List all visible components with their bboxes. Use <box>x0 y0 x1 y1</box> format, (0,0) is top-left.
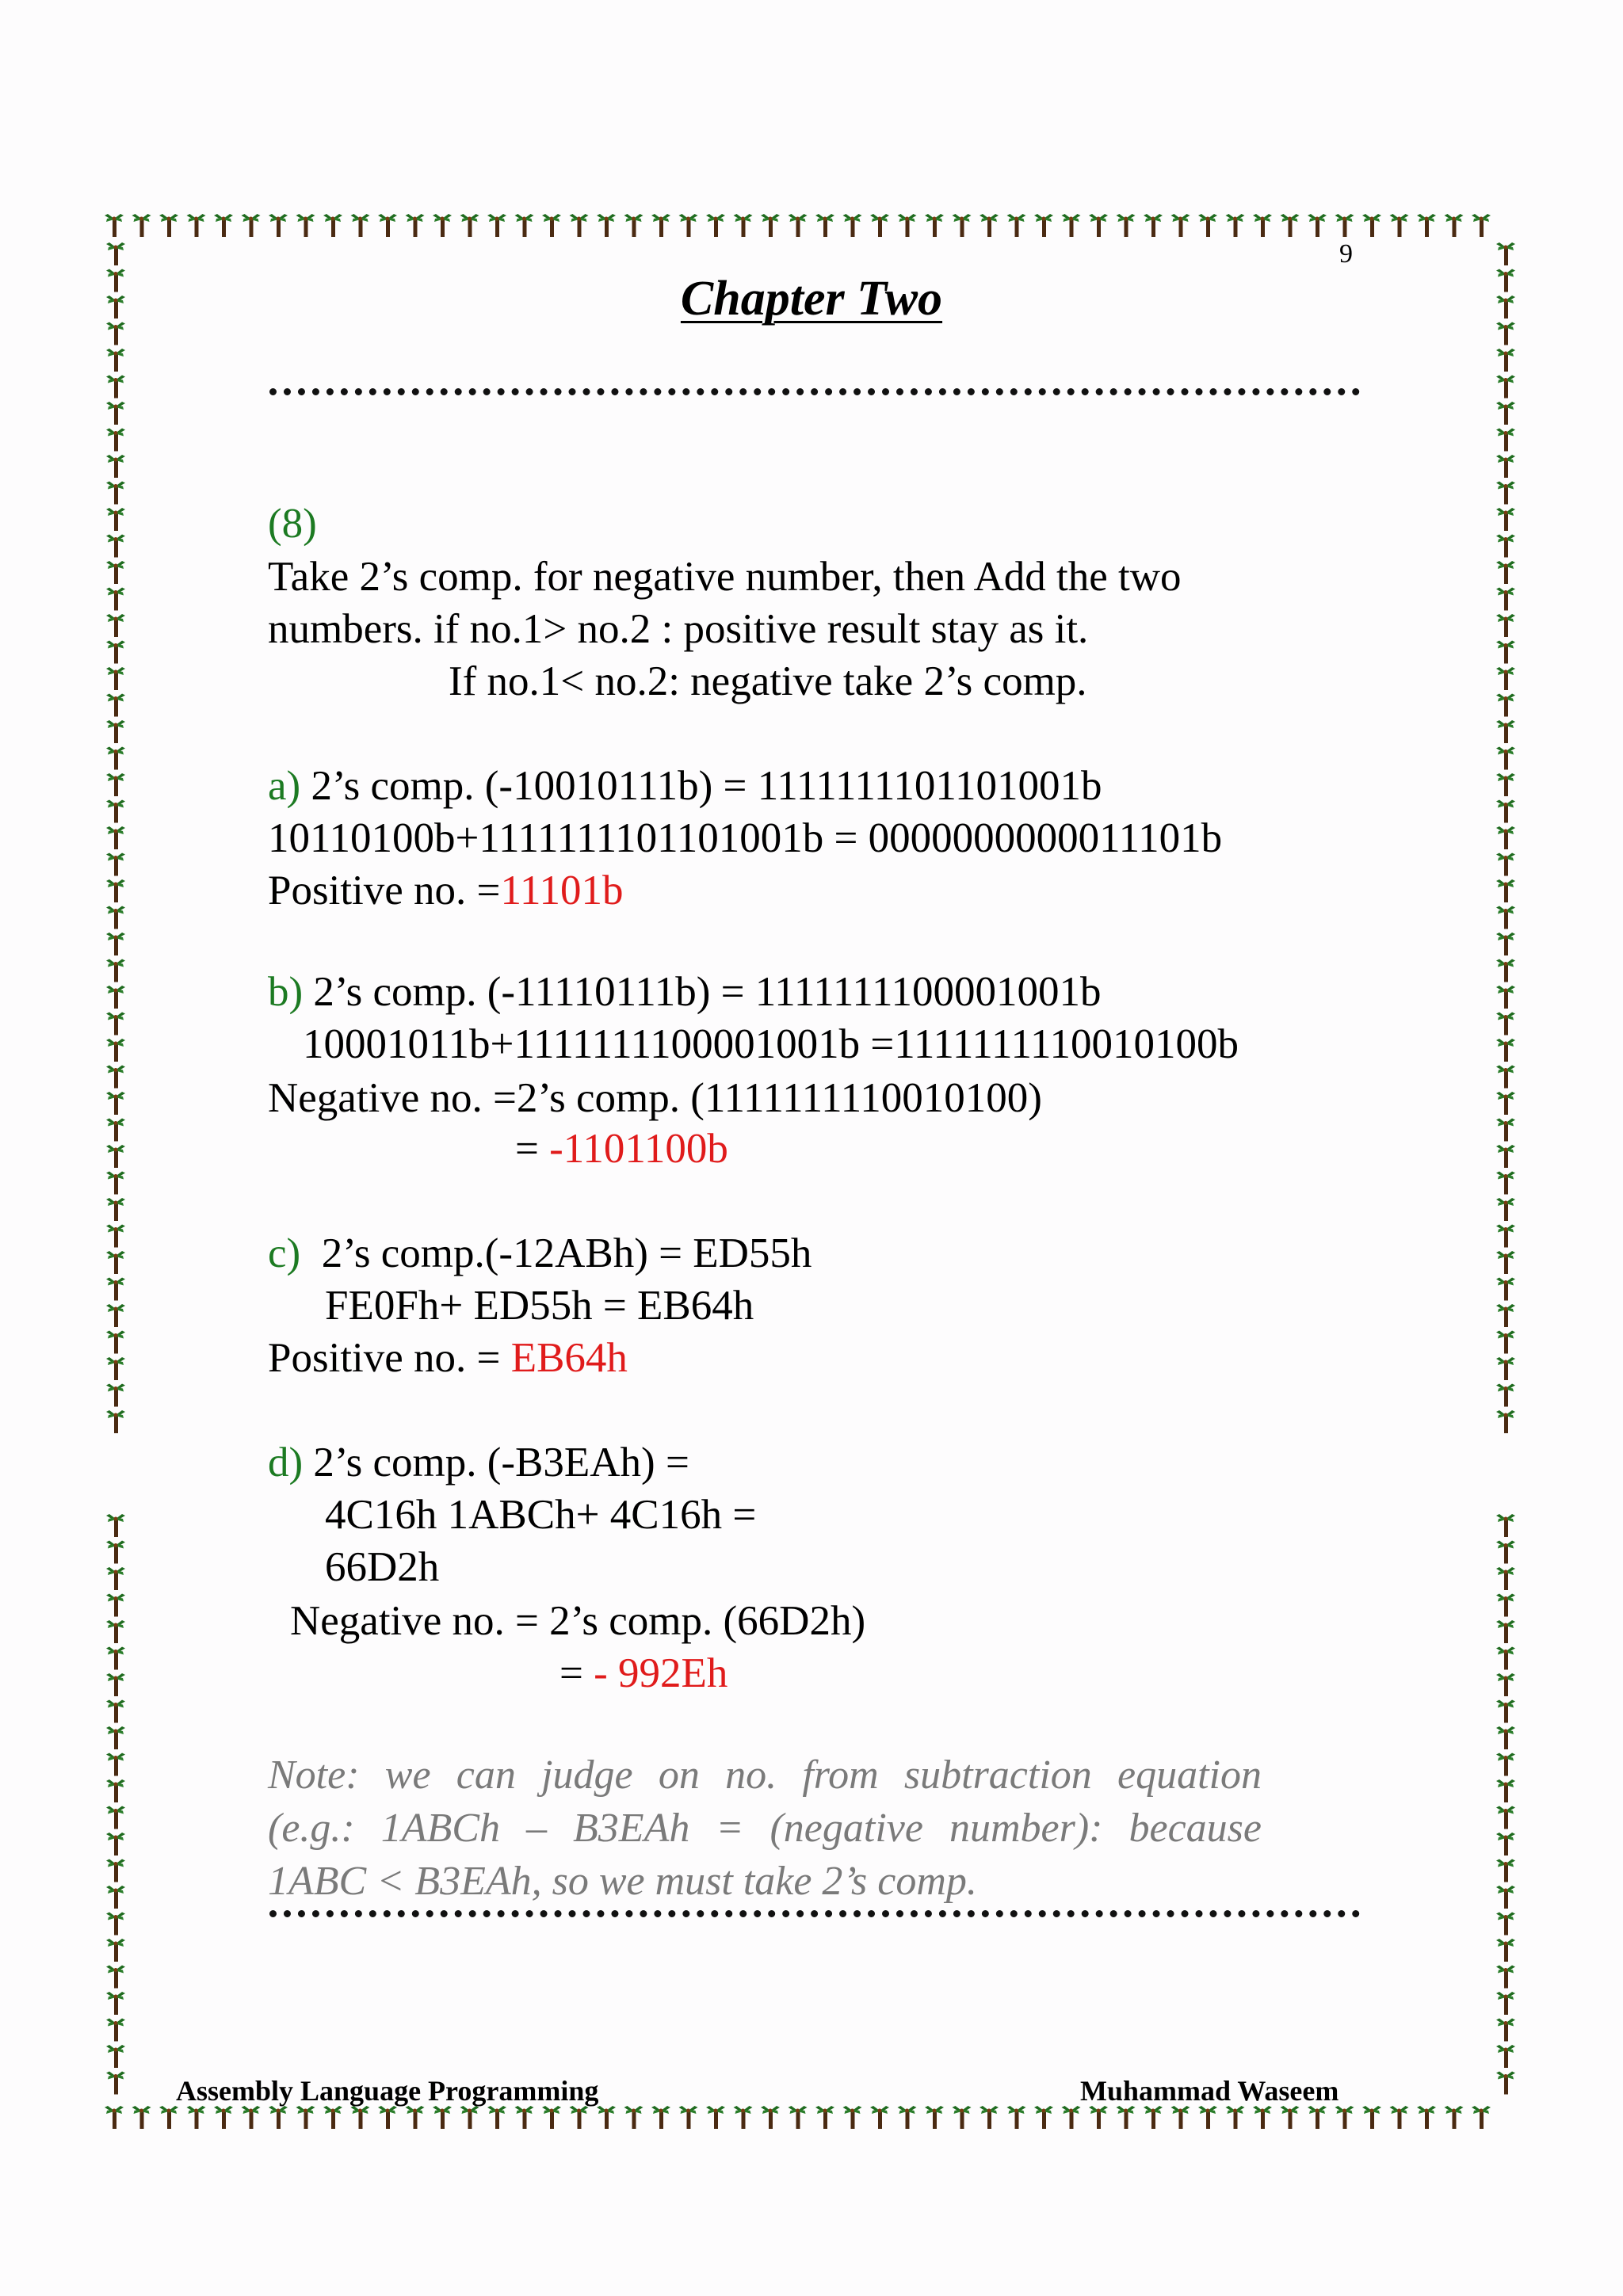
palm-tree-icon <box>106 1673 125 1696</box>
palm-tree-icon <box>1445 214 1464 237</box>
palm-tree-icon <box>1496 402 1515 425</box>
palm-tree-icon <box>1496 1357 1515 1380</box>
palm-tree-icon <box>296 214 315 237</box>
palm-tree-icon <box>1496 1726 1515 1749</box>
part-a-line-2: 10110100b+1111111101101001b = 0000000000011101b <box>268 815 1223 861</box>
note-line-1: Note: we can judge on no. from subtraction equation <box>268 1753 1262 1798</box>
part-c-line-2: FE0Fh+ ED55h = EB64h <box>325 1283 754 1329</box>
part-c-equation: 2’s comp.(-12ABh) = ED55h <box>300 1230 812 1276</box>
part-a-label: a) <box>268 763 301 809</box>
palm-tree-icon <box>323 2106 342 2129</box>
palm-tree-icon <box>460 2106 479 2129</box>
palm-tree-icon <box>433 214 452 237</box>
palm-tree-icon <box>106 694 125 717</box>
footer-book-title: Assembly Language Programming <box>176 2075 599 2107</box>
palm-tree-icon <box>106 2045 125 2068</box>
palm-tree-icon <box>214 214 233 237</box>
palm-tree-icon <box>106 1806 125 1829</box>
palm-tree-icon <box>106 1833 125 1855</box>
intro-line-1: Take 2’s comp. for negative number, then Add the two <box>268 554 1182 600</box>
palm-tree-icon <box>1496 1198 1515 1221</box>
palm-tree-icon <box>1496 1620 1515 1643</box>
palm-tree-icon <box>106 1013 125 1035</box>
palm-tree-icon <box>106 1066 125 1089</box>
palm-tree-icon <box>296 2106 315 2129</box>
part-a-result: 11101b <box>500 868 624 913</box>
palm-tree-icon <box>1496 667 1515 690</box>
part-d-line-5 <box>559 1650 728 1696</box>
palm-tree-icon <box>1253 214 1272 237</box>
palm-tree-icon <box>1007 2106 1026 2129</box>
palm-tree-icon <box>105 2106 124 2129</box>
palm-tree-icon <box>106 482 125 505</box>
palm-tree-icon <box>378 2106 397 2129</box>
palm-tree-icon <box>1496 1779 1515 1802</box>
palm-tree-icon <box>187 2106 206 2129</box>
palm-tree-icon <box>1226 2106 1245 2129</box>
palm-tree-icon <box>106 1939 125 1962</box>
part-b-label: b) <box>268 969 304 1015</box>
palm-tree-icon <box>761 214 780 237</box>
palm-tree-icon <box>1496 1384 1515 1407</box>
divider-top <box>269 388 1360 395</box>
part-c-line-1 <box>268 1230 812 1276</box>
palm-tree-icon <box>1445 2106 1464 2129</box>
palm-tree-icon <box>106 1541 125 1564</box>
palm-tree-icon <box>106 1726 125 1749</box>
palm-tree-icon <box>1496 1172 1515 1195</box>
palm-tree-icon <box>106 429 125 452</box>
palm-tree-icon <box>106 1119 125 1142</box>
palm-tree-icon <box>1198 2106 1217 2129</box>
note-line-3: 1ABC < B3EAh, so we must take 2’s comp. <box>268 1859 977 1904</box>
palm-tree-icon <box>542 214 561 237</box>
palm-tree-icon <box>1496 1859 1515 1882</box>
palm-tree-icon <box>1496 1092 1515 1115</box>
palm-tree-icon <box>1362 214 1381 237</box>
palm-tree-icon <box>106 1384 125 1407</box>
part-b-line-2: 10001011b+1111111100001001b =1111111110010100b <box>303 1021 1239 1067</box>
palm-tree-icon <box>1496 2072 1515 2095</box>
palm-tree-icon <box>106 614 125 637</box>
palm-tree-icon <box>651 2106 670 2129</box>
palm-tree-icon <box>597 2106 616 2129</box>
palm-tree-icon <box>106 720 125 743</box>
palm-tree-icon <box>106 1620 125 1643</box>
page-border-left-lower <box>101 1509 133 2100</box>
palm-tree-icon <box>1496 1514 1515 1537</box>
palm-tree-icon <box>105 214 124 237</box>
palm-tree-icon <box>1496 1673 1515 1696</box>
palm-tree-icon <box>925 2106 944 2129</box>
palm-tree-icon <box>515 2106 534 2129</box>
intro-line-2: numbers. if no.1> no.2 : positive result stay as it. <box>268 606 1089 652</box>
palm-tree-icon <box>106 667 125 690</box>
palm-tree-icon <box>624 214 643 237</box>
part-b-line-4 <box>515 1128 728 1170</box>
palm-tree-icon <box>1496 2045 1515 2068</box>
palm-tree-icon <box>106 508 125 531</box>
palm-tree-icon <box>106 1225 125 1248</box>
part-d-label: d) <box>268 1440 304 1486</box>
footer-author: Muhammad Waseem <box>1080 2075 1339 2107</box>
problem-number: (8) <box>268 501 317 547</box>
palm-tree-icon <box>106 1700 125 1723</box>
palm-tree-icon <box>1496 853 1515 876</box>
palm-tree-icon <box>106 535 125 558</box>
part-c-prefix: Positive no. = <box>268 1335 511 1381</box>
palm-tree-icon <box>1007 214 1026 237</box>
palm-tree-icon <box>1496 1541 1515 1564</box>
palm-tree-icon <box>542 2106 561 2129</box>
palm-tree-icon <box>106 1992 125 2015</box>
palm-tree-icon <box>761 2106 780 2129</box>
page-border-top <box>101 208 1520 239</box>
palm-tree-icon <box>1496 1886 1515 1909</box>
palm-tree-icon <box>106 1198 125 1221</box>
palm-tree-icon <box>1496 1939 1515 1962</box>
palm-tree-icon <box>1496 429 1515 452</box>
palm-tree-icon <box>106 1966 125 1989</box>
palm-tree-icon <box>1496 1992 1515 2015</box>
palm-tree-icon <box>1390 214 1409 237</box>
palm-tree-icon <box>1335 2106 1354 2129</box>
palm-tree-icon <box>624 2106 643 2129</box>
palm-tree-icon <box>106 747 125 770</box>
palm-tree-icon <box>1496 773 1515 796</box>
palm-tree-icon <box>106 376 125 399</box>
palm-tree-icon <box>1496 720 1515 743</box>
palm-tree-icon <box>843 2106 862 2129</box>
palm-tree-icon <box>1496 1833 1515 1855</box>
palm-tree-icon <box>925 214 944 237</box>
page-number: 9 <box>1339 239 1353 269</box>
palm-tree-icon <box>570 214 589 237</box>
palm-tree-icon <box>1171 214 1190 237</box>
palm-tree-icon <box>106 826 125 849</box>
palm-tree-icon <box>1496 1119 1515 1142</box>
palm-tree-icon <box>106 906 125 929</box>
palm-tree-icon <box>159 214 178 237</box>
palm-tree-icon <box>106 933 125 955</box>
part-d-line-3: 66D2h <box>325 1544 440 1590</box>
part-b-line-1 <box>268 971 1102 1013</box>
palm-tree-icon <box>106 1357 125 1380</box>
palm-tree-icon <box>1472 2106 1491 2129</box>
palm-tree-icon <box>106 1514 125 1537</box>
palm-tree-icon <box>1496 1647 1515 1670</box>
palm-tree-icon <box>1496 1225 1515 1248</box>
palm-tree-icon <box>106 1092 125 1115</box>
palm-tree-icon <box>1417 214 1436 237</box>
palm-tree-icon <box>159 2106 178 2129</box>
palm-tree-icon <box>815 214 834 237</box>
palm-tree-icon <box>1335 214 1354 237</box>
palm-tree-icon <box>106 2019 125 2042</box>
palm-tree-icon <box>351 214 370 237</box>
palm-tree-icon <box>1198 214 1217 237</box>
palm-tree-icon <box>1496 1013 1515 1035</box>
palm-tree-icon <box>106 1278 125 1301</box>
palm-tree-icon <box>269 214 288 237</box>
palm-tree-icon <box>953 214 972 237</box>
part-a-line-3 <box>268 870 624 912</box>
palm-tree-icon <box>1496 1594 1515 1617</box>
part-b-line-3: Negative no. =2’s comp. (1111111110010100) <box>268 1075 1042 1121</box>
palm-tree-icon <box>1496 1066 1515 1089</box>
palm-tree-icon <box>1496 1304 1515 1327</box>
palm-tree-icon <box>734 214 753 237</box>
palm-tree-icon <box>106 402 125 425</box>
palm-tree-icon <box>242 2106 261 2129</box>
palm-tree-icon <box>487 2106 506 2129</box>
palm-tree-icon <box>323 214 342 237</box>
palm-tree-icon <box>1062 214 1081 237</box>
palm-tree-icon <box>378 214 397 237</box>
palm-tree-icon <box>106 853 125 876</box>
palm-tree-icon <box>106 1859 125 1882</box>
palm-tree-icon <box>1496 614 1515 637</box>
palm-tree-icon <box>898 2106 917 2129</box>
divider-bottom <box>269 1910 1360 1917</box>
palm-tree-icon <box>106 641 125 664</box>
palm-tree-icon <box>269 2106 288 2129</box>
palm-tree-icon <box>1496 906 1515 929</box>
palm-tree-icon <box>1496 561 1515 584</box>
part-d-result: - 992Eh <box>594 1650 728 1696</box>
palm-tree-icon <box>106 455 125 478</box>
palm-tree-icon <box>1362 2106 1381 2129</box>
part-a-equation: 2’s comp. (-10010111b) = 1111111101101001b <box>300 763 1102 809</box>
palm-tree-icon <box>1496 1913 1515 1936</box>
palm-tree-icon <box>570 2106 589 2129</box>
part-d-line-4: Negative no. = 2’s comp. (66D2h) <box>290 1598 866 1644</box>
palm-tree-icon <box>679 2106 698 2129</box>
palm-tree-icon <box>187 214 206 237</box>
palm-tree-icon <box>1308 214 1327 237</box>
palm-tree-icon <box>1496 800 1515 823</box>
part-b-equation: 2’s comp. (-11110111b) = 1111111100001001b <box>303 969 1102 1015</box>
palm-tree-icon <box>242 214 261 237</box>
palm-tree-icon <box>106 1145 125 1168</box>
palm-tree-icon <box>1062 2106 1081 2129</box>
part-d-prefix: = <box>559 1650 594 1696</box>
page-border-right-lower <box>1491 1509 1523 2100</box>
palm-tree-icon <box>734 2106 753 2129</box>
palm-tree-icon <box>870 214 889 237</box>
palm-tree-icon <box>106 1913 125 1936</box>
page-border-left-upper <box>101 238 133 1458</box>
palm-tree-icon <box>515 214 534 237</box>
palm-tree-icon <box>106 1753 125 1776</box>
palm-tree-icon <box>460 214 479 237</box>
part-c-label: c) <box>268 1230 301 1276</box>
part-b-result: -1101100b <box>549 1126 728 1172</box>
palm-tree-icon <box>1496 242 1515 265</box>
palm-tree-icon <box>1496 376 1515 399</box>
palm-tree-icon <box>1144 2106 1163 2129</box>
palm-tree-icon <box>1496 747 1515 770</box>
palm-tree-icon <box>706 2106 725 2129</box>
palm-tree-icon <box>1496 2019 1515 2042</box>
palm-tree-icon <box>597 214 616 237</box>
palm-tree-icon <box>953 2106 972 2129</box>
palm-tree-icon <box>789 214 808 237</box>
palm-tree-icon <box>1089 214 1108 237</box>
palm-tree-icon <box>1472 214 1491 237</box>
palm-tree-icon <box>406 2106 425 2129</box>
part-b-prefix: = <box>515 1126 550 1172</box>
palm-tree-icon <box>106 773 125 796</box>
palm-tree-icon <box>106 800 125 823</box>
palm-tree-icon <box>1144 214 1163 237</box>
palm-tree-icon <box>433 2106 452 2129</box>
palm-tree-icon <box>1253 2106 1272 2129</box>
palm-tree-icon <box>1496 1700 1515 1723</box>
palm-tree-icon <box>406 214 425 237</box>
palm-tree-icon <box>1496 986 1515 1009</box>
palm-tree-icon <box>980 2106 999 2129</box>
palm-tree-icon <box>106 1172 125 1195</box>
palm-tree-icon <box>1171 2106 1190 2129</box>
part-d-line-2: 4C16h 1ABCh+ 4C16h = <box>325 1492 757 1538</box>
palm-tree-icon <box>789 2106 808 2129</box>
palm-tree-icon <box>1496 1806 1515 1829</box>
palm-tree-icon <box>106 1779 125 1802</box>
part-a-prefix: Positive no. = <box>268 868 501 913</box>
palm-tree-icon <box>1496 1251 1515 1274</box>
palm-tree-icon <box>870 2106 889 2129</box>
palm-tree-icon <box>106 1331 125 1354</box>
palm-tree-icon <box>1496 1410 1515 1433</box>
palm-tree-icon <box>106 1886 125 1909</box>
palm-tree-icon <box>1496 1966 1515 1989</box>
palm-tree-icon <box>1496 1567 1515 1590</box>
palm-tree-icon <box>1390 2106 1409 2129</box>
part-c-line-3 <box>268 1337 628 1379</box>
part-c-result: EB64h <box>510 1335 628 1381</box>
palm-tree-icon <box>1496 1331 1515 1354</box>
palm-tree-icon <box>1496 641 1515 664</box>
note-paragraph <box>268 1749 1262 1908</box>
palm-tree-icon <box>1496 1278 1515 1301</box>
palm-tree-icon <box>1496 933 1515 955</box>
palm-tree-icon <box>106 1251 125 1274</box>
palm-tree-icon <box>1496 535 1515 558</box>
palm-tree-icon <box>106 2072 125 2095</box>
palm-tree-icon <box>1281 214 1300 237</box>
palm-tree-icon <box>1496 1753 1515 1776</box>
palm-tree-icon <box>1496 455 1515 478</box>
intro-line-3: If no.1< no.2: negative take 2’s comp. <box>449 658 1087 704</box>
palm-tree-icon <box>1496 508 1515 531</box>
palm-tree-icon <box>1496 879 1515 902</box>
palm-tree-icon <box>1496 1145 1515 1168</box>
note-line-2: (e.g.: 1ABCh – B3EAh = (negative number): because <box>268 1806 1262 1851</box>
palm-tree-icon <box>106 1647 125 1670</box>
palm-tree-icon <box>898 214 917 237</box>
palm-tree-icon <box>706 214 725 237</box>
palm-tree-icon <box>1308 2106 1327 2129</box>
palm-tree-icon <box>106 588 125 611</box>
palm-tree-icon <box>132 2106 151 2129</box>
palm-tree-icon <box>106 1410 125 1433</box>
palm-tree-icon <box>106 959 125 982</box>
palm-tree-icon <box>1496 694 1515 717</box>
palm-tree-icon <box>651 214 670 237</box>
palm-tree-icon <box>815 2106 834 2129</box>
palm-tree-icon <box>106 242 125 265</box>
palm-tree-icon <box>679 214 698 237</box>
palm-tree-icon <box>106 1304 125 1327</box>
palm-tree-icon <box>1496 349 1515 372</box>
palm-tree-icon <box>1496 482 1515 505</box>
palm-tree-icon <box>1496 1039 1515 1062</box>
palm-tree-icon <box>106 879 125 902</box>
palm-tree-icon <box>1496 826 1515 849</box>
palm-tree-icon <box>1496 959 1515 982</box>
palm-tree-icon <box>980 214 999 237</box>
palm-tree-icon <box>214 2106 233 2129</box>
palm-tree-icon <box>1117 214 1136 237</box>
palm-tree-icon <box>106 561 125 584</box>
palm-tree-icon <box>132 214 151 237</box>
palm-tree-icon <box>1034 214 1053 237</box>
palm-tree-icon <box>487 214 506 237</box>
palm-tree-icon <box>1226 214 1245 237</box>
palm-tree-icon <box>106 349 125 372</box>
part-d-equation: 2’s comp. (-B3EAh) = <box>303 1440 689 1486</box>
palm-tree-icon <box>1034 2106 1053 2129</box>
palm-tree-icon <box>1089 2106 1108 2129</box>
palm-tree-icon <box>1281 2106 1300 2129</box>
part-d-line-1 <box>268 1442 689 1484</box>
palm-tree-icon <box>843 214 862 237</box>
chapter-title: Chapter Two <box>680 272 943 326</box>
palm-tree-icon <box>106 1594 125 1617</box>
palm-tree-icon <box>1417 2106 1436 2129</box>
palm-tree-icon <box>1117 2106 1136 2129</box>
part-a-line-1 <box>268 765 1102 807</box>
palm-tree-icon <box>351 2106 370 2129</box>
page-border-right-upper <box>1491 238 1523 1458</box>
palm-tree-icon <box>106 1039 125 1062</box>
palm-tree-icon <box>1496 588 1515 611</box>
palm-tree-icon <box>106 1567 125 1590</box>
palm-tree-icon <box>106 986 125 1009</box>
